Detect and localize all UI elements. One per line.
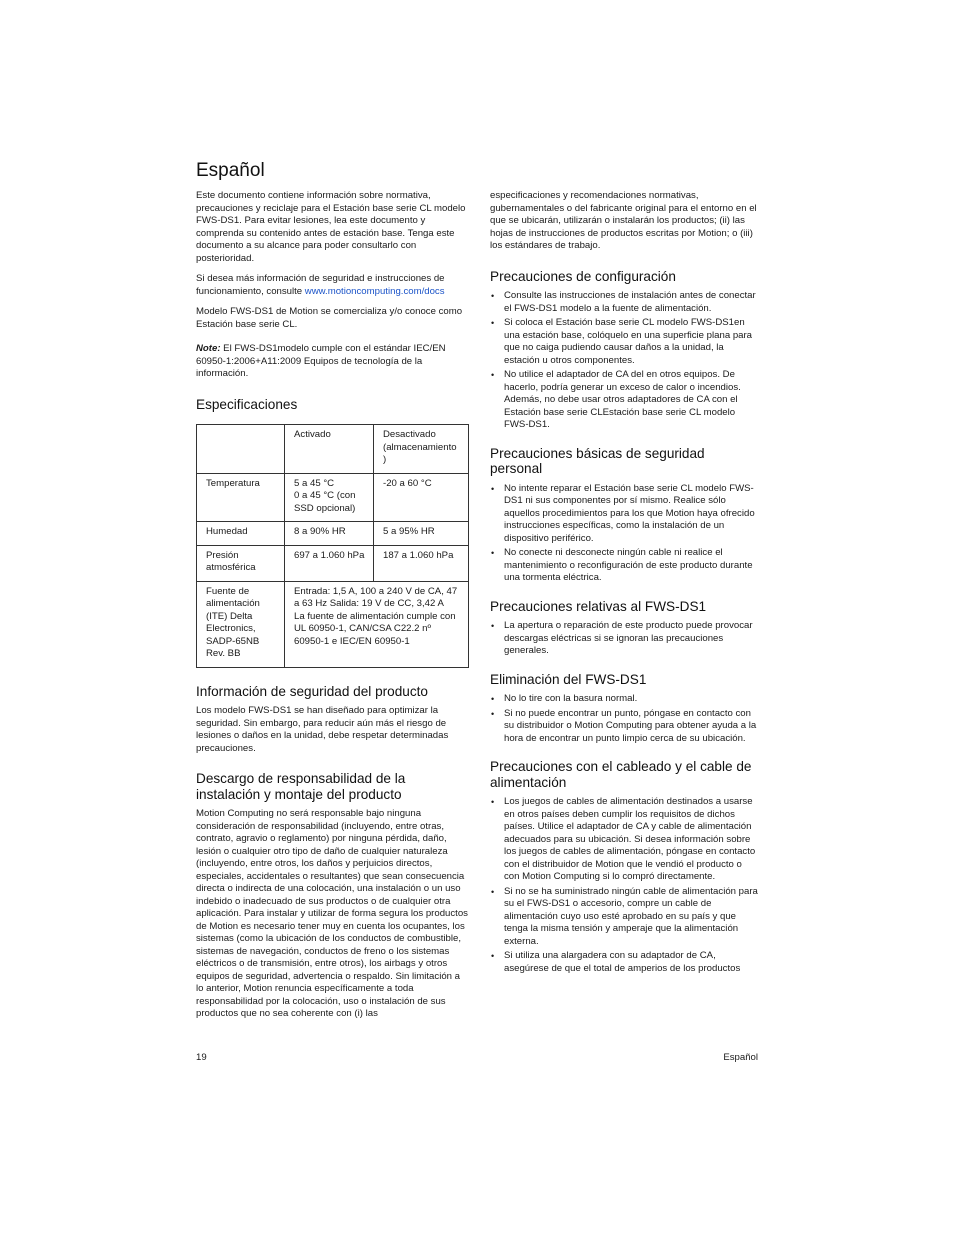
continuation-paragraph: especificaciones y recomendaciones normativas, gubernamentales o del fabricante original para el entorno en el que se ubicarán, utilizarán o instalarán los productos; (ii) las hojas de instrucciones de productos escritas por Motion; o (iii) los estándares de trabajo. xyxy=(490,190,757,251)
list-item: • Si coloca el Estación base serie CL modelo FWS-DS1en una estación base, colóquelo en una superficie plana para que no caiga pudiendo causar daños a la unidad, la estación u otros componentes. xyxy=(490,317,758,367)
table-cell: Activado xyxy=(285,425,374,474)
list-item: • Consulte las instrucciones de instalación antes de conectar el FWS-DS1 modelo a la fuente de alimentación. xyxy=(490,290,758,315)
model-paragraph: Modelo FWS-DS1 de Motion se comercializa y/o conoce como Estación base serie CL. xyxy=(196,306,463,330)
table-cell: Desactivado (almacenamiento ) xyxy=(374,425,469,474)
list-item: • No utilice el adaptador de CA del en otros equipos. De hacerlo, podría generar un exceso de calor o incendios. Además, no debe usar otros adaptadores de CA con el Estación base serie CLEstación base serie CL modelo FWS-DS1. xyxy=(490,369,758,432)
table-cell: Temperatura xyxy=(197,473,285,522)
list-item: • No intente reparar el Estación base serie CL modelo FWS-DS1 ni sus componentes por sí mismo. Realice sólo aquellos procedimientos para los que Motion haya ofrecido instrucciones específicas, como la instalación de un dispositivo periférico. xyxy=(490,483,758,546)
list-item: • Si no se ha suministrado ningún cable de alimentación para su el FWS-DS1 o accesorio, compre un cable de alimentación cuyo uso esté aprobado en su país y que tenga la misma tensión y amperaje que la alimentación externa. xyxy=(490,886,758,949)
table-row xyxy=(197,522,469,546)
table-row xyxy=(197,425,469,474)
disposal-list xyxy=(490,693,758,745)
more-info-paragraph xyxy=(196,273,468,298)
fws-heading: Precauciones relativas al FWS-DS1 xyxy=(490,598,707,614)
list-item: • Si utiliza una alargadera con su adaptador de CA, asegúrese de que el total de amperios de los productos xyxy=(490,950,758,975)
fws-list xyxy=(490,620,758,658)
specs-heading: Especificaciones xyxy=(196,396,298,412)
page-number: 19 xyxy=(196,1052,207,1063)
table-cell: 8 a 90% HR xyxy=(285,522,374,546)
right-column xyxy=(490,190,758,981)
intro-paragraph: Este documento contiene información sobre normativa, precauciones y reciclaje para el Estación base serie CL modelo FWS-DS1. Para evitar lesiones, lea este documento y comprenda su contenido antes de estación base. Tenga este documento a su alcance para poder consultarlo con posterioridad. xyxy=(196,190,466,264)
table-row xyxy=(197,473,469,522)
safety-heading: Información de seguridad del producto xyxy=(196,683,428,699)
disposal-heading: Eliminación del FWS-DS1 xyxy=(490,671,647,687)
left-column xyxy=(196,190,468,1029)
table-cell: 697 a 1.060 hPa xyxy=(285,545,374,581)
table-cell: Fuente de alimentación (ITE) Delta Electronics, SADP-65NB Rev. BB xyxy=(197,581,285,667)
table-cell xyxy=(197,425,285,474)
table-row xyxy=(197,581,469,667)
page-title: Español xyxy=(196,160,265,181)
personal-list xyxy=(490,483,758,585)
specs-table xyxy=(196,424,469,668)
personal-heading: Precauciones básicas de seguridad personal xyxy=(490,445,705,476)
more-info-text: Si desea más información de seguridad e instrucciones de funcionamiento, consulte xyxy=(196,273,445,297)
disclaimer-paragraph: Motion Computing no será responsable bajo ninguna consideración de responsabilidad (incluyendo, entre otras, contrato, agravio o reglamento) por ninguna pérdida, daño, lesión o cualquier otro tipo de daño de cualquier naturaleza (incluyendo, entre otros, los daños y perjuicios directos, especiales, accidentales o resultantes) que sean consecuencia directa o indirecta de una colocación, una instalación o un uso indebido o inadecuado de sus productos o de cualquier otra aplicación. Para instalar y utilizar de forma segura los productos de Motion es necesario tener muy en cuenta los ocupantes, los sistemas (como la ubicación de los conductos de combustible, sistemas de navegación, conductos de freno o los sistemas eléctricos o de transmisión, entre otros), los airbags y otros equipos de seguridad, advertencia o respaldo. Sin limitación a lo anterior, Motion renuncia específicamente a toda responsabilidad por la colocación, uso o instalación de sus productos que no sea coherente con (i) las xyxy=(196,808,468,1019)
note-label: Note: xyxy=(196,343,221,354)
note-paragraph xyxy=(196,343,468,381)
cable-heading: Precauciones con el cableado y el cable de alimentación xyxy=(490,759,752,790)
list-item: • No lo tire con la basura normal. xyxy=(490,693,758,706)
table-row xyxy=(197,545,469,581)
list-item: • La apertura o reparación de este producto puede provocar descargas eléctricas si se ignoran las precauciones generales. xyxy=(490,620,758,658)
cable-list xyxy=(490,796,758,975)
table-cell: Humedad xyxy=(197,522,285,546)
disclaimer-heading: Descargo de responsabilidad de la instalación y montaje del producto xyxy=(196,771,406,802)
table-cell: 187 a 1.060 hPa xyxy=(374,545,469,581)
docs-link[interactable]: www.motioncomputing.com/docs xyxy=(304,285,445,297)
table-cell: 5 a 45 °C 0 a 45 °C (con SSD opcional) xyxy=(285,473,374,522)
note-text: El FWS-DS1modelo cumple con el estándar IEC/EN 60950-1:2006+A11:2009 Equipos de tecnología de la información. xyxy=(196,343,446,379)
table-cell: Presión atmosférica xyxy=(197,545,285,581)
list-item: • No conecte ni desconecte ningún cable ni realice el mantenimiento o reconfiguración de este producto durante una tormenta eléctrica. xyxy=(490,547,758,585)
table-cell: Entrada: 1,5 A, 100 a 240 V de CA, 47 a 63 Hz Salida: 19 V de CC, 3,42 A La fuente de alimentación cumple con UL 60950-1, CAN/CSA C22.2 nº 60950-1 e IEC/EN 60950-1 xyxy=(285,581,469,667)
table-cell: 5 a 95% HR xyxy=(374,522,469,546)
list-item: • Si no puede encontrar un punto, póngase en contacto con su distribuidor o Motion Computing para obtener ayuda a la hora de encontrar un punto limpio cerca de su ubicación. xyxy=(490,708,758,746)
config-list xyxy=(490,290,758,432)
table-cell: -20 a 60 °C xyxy=(374,473,469,522)
config-heading: Precauciones de configuración xyxy=(490,268,676,284)
list-item: • Los juegos de cables de alimentación destinados a usarse en otros países deben cumplir los requisitos de dichos países. Utilice el adaptador de CA y cable de alimentación adecuados para su ubicación. Si desea información sobre los juegos de cables de alimentación, póngase en contacto con el distribuidor de Motion que le vendió el producto o con Motion Computing si lo compró directamente. xyxy=(490,796,758,884)
footer-section-label: Español xyxy=(723,1052,758,1063)
safety-paragraph: Los modelo FWS-DS1 se han diseñado para optimizar la seguridad. Sin embargo, para reducir aún más el riesgo de lesiones o daños en la unidad, debe respetar determinadas precauciones. xyxy=(196,705,449,754)
